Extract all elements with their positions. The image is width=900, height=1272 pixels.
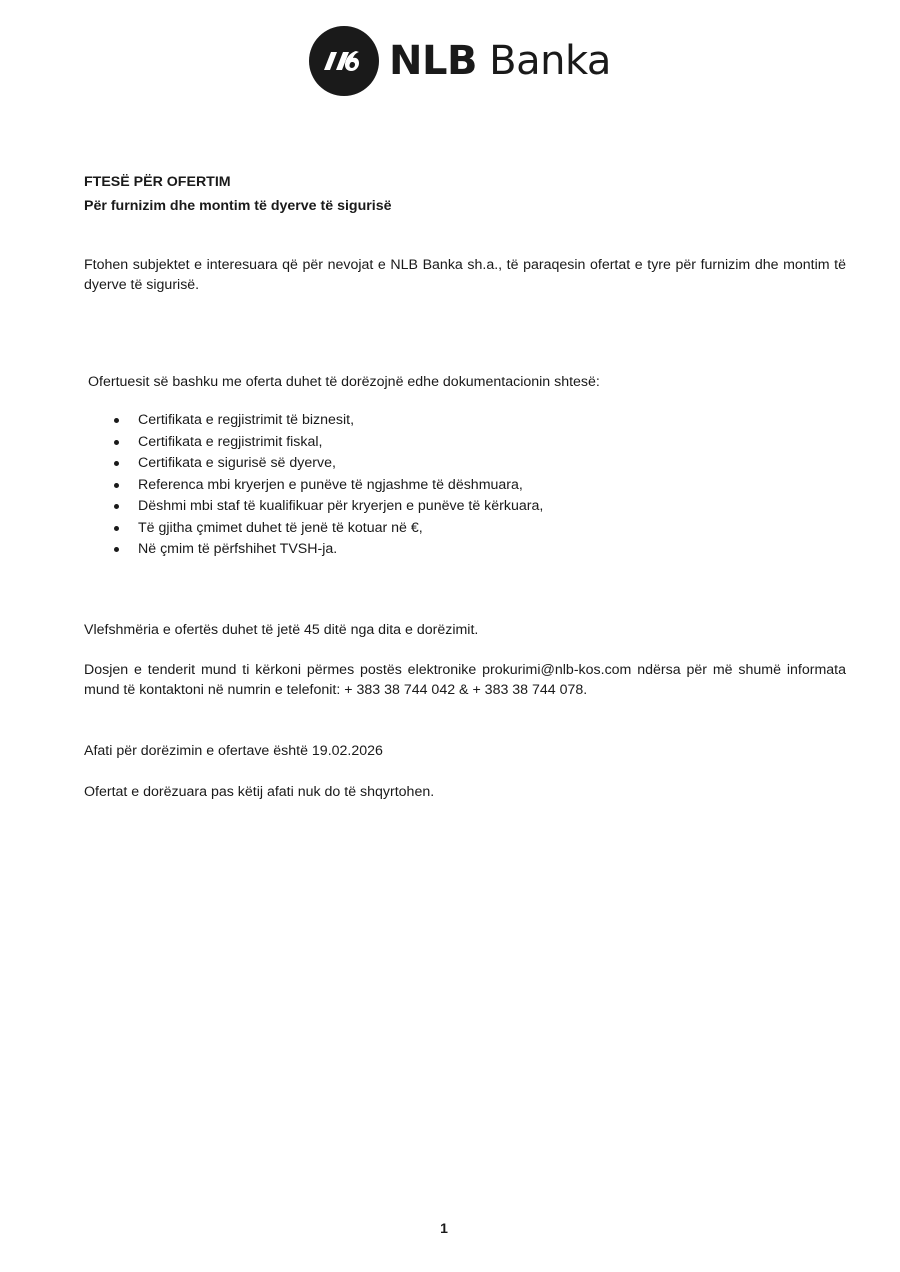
bullet-icon — [114, 440, 119, 445]
list-item — [84, 453, 543, 475]
bullet-icon — [114, 504, 119, 509]
list-item-text: Referenca mbi kryerjen e punëve të ngjashme të dëshmuara, — [138, 476, 523, 493]
bullet-icon — [114, 526, 119, 531]
logo-wordmark — [389, 26, 611, 96]
bullet-icon — [114, 483, 119, 488]
list-item — [84, 475, 543, 497]
bullet-icon — [114, 547, 119, 552]
list-item-text: Certifikata e sigurisë së dyerve, — [138, 455, 336, 471]
list-item-text: Certifikata e regjistrimit të biznesit, — [138, 412, 355, 428]
list-item-text: Certifikata e regjistrimit fiskal, — [138, 433, 323, 450]
list-item-text: Dëshmi mbi staf të kualifikuar për kryerjen e punëve të kërkuara, — [138, 498, 544, 514]
deadline-paragraph: Afati për dorëzimin e ofertave është 19.02.2026 — [84, 743, 383, 759]
list-item — [84, 432, 543, 454]
list-item — [84, 496, 543, 518]
page-number: 1 — [440, 1220, 448, 1236]
bullet-icon — [114, 418, 119, 423]
intro-paragraph: Ftohen subjektet e interesuara që për nevojat e NLB Banka sh.a., të paraqesin ofertat e tyre për furnizim dhe montim të dyerve të sigurisë. — [84, 257, 846, 293]
logo-wordmark-bold: NLB — [389, 38, 477, 84]
contact-paragraph: Dosjen e tenderit mund ti kërkoni përmes postës elektronike prokurimi@nlb-kos.com ndërsa për më shumë informata mund të kontaktoni në numrin e telefonit: + 383 38 744 042 & + 383 38 744 078. — [84, 662, 846, 698]
list-item-text: Në çmim të përfshihet TVSH-ja. — [138, 541, 338, 557]
requirements-list — [84, 410, 543, 561]
list-item — [84, 518, 543, 540]
list-item — [84, 410, 543, 432]
logo-wordmark-rest: Banka — [476, 38, 611, 84]
document-subtitle: Për furnizim dhe montim të dyerve të sigurisë — [84, 198, 392, 214]
list-item — [84, 539, 543, 561]
nlb-logo-mark-icon — [309, 26, 379, 96]
validity-paragraph: Vlefshmëria e ofertës duhet të jetë 45 ditë nga dita e dorëzimit. — [84, 622, 479, 638]
closing-paragraph: Ofertat e dorëzuara pas këtij afati nuk do të shqyrtohen. — [84, 784, 435, 800]
list-item-text: Të gjitha çmimet duhet të jenë të kotuar në €, — [138, 519, 423, 536]
nlb-banka-logo — [309, 26, 611, 96]
bullet-icon — [114, 461, 119, 466]
requirements-lead: Ofertuesit së bashku me oferta duhet të dorëzojnë edhe dokumentacionin shtesë: — [88, 374, 600, 390]
document-title: FTESË PËR OFERTIM — [84, 174, 231, 190]
